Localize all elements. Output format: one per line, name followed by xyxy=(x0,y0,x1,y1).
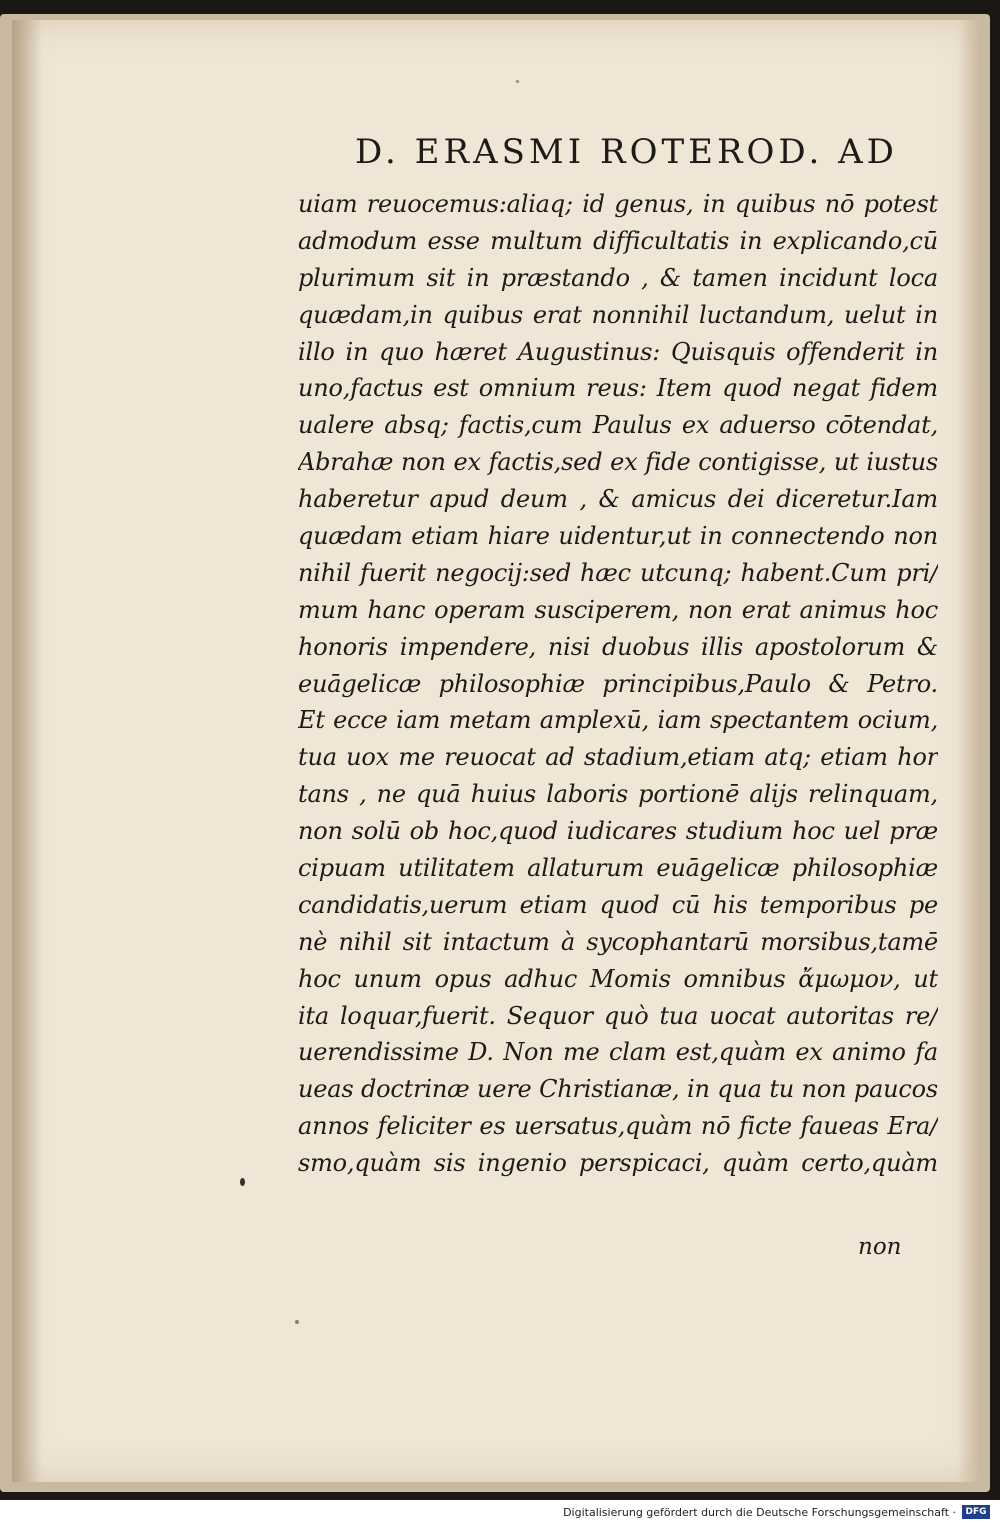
ink-speck xyxy=(240,1178,245,1186)
text-line: Abrahæ non ex factis,sed ex fide contigisse, ut iustus xyxy=(298,448,938,477)
text-line: smo,quàm sis ingenio perspicaci, quàm certo,quàm xyxy=(298,1149,938,1178)
text-line: euāgelicæ philosophiæ principibus,Paulo & Petro. xyxy=(298,669,938,698)
text-line: Et ecce iam metam amplexū, iam spectantem ocium, xyxy=(298,706,938,735)
page-right-edge xyxy=(958,20,980,1482)
text-line: uno,factus est omnium reus: Item quod negat fidem xyxy=(298,374,938,403)
ink-speck xyxy=(295,1320,299,1324)
running-head: D. ERASMI ROTEROD. AD xyxy=(355,132,898,172)
text-line: ita loquar,fuerit. Sequor quò tua uocat autoritas re/ xyxy=(298,1001,938,1030)
ink-speck xyxy=(516,80,519,83)
footer-credit: Digitalisierung gefördert durch die Deutsche Forschungsgemeinschaft · xyxy=(563,1506,956,1519)
text-line: hoc unum opus adhuc Momis omnibus ἄμωμον, ut xyxy=(298,964,938,993)
text-line: candidatis,uerum etiam quod cū his temporibus pe xyxy=(298,890,938,919)
text-line: tans , ne quā huius laboris portionē alijs relinquam, xyxy=(298,780,938,809)
text-line: ueas doctrinæ uere Christianæ, in qua tu non paucos xyxy=(298,1075,938,1104)
dfg-logo-icon: DFG xyxy=(962,1505,990,1519)
text-line: quædam,in quibus erat nonnihil luctandum, uelut in xyxy=(298,300,938,329)
text-line: ualere absq; factis,cum Paulus ex aduerso cōtendat, xyxy=(298,411,938,440)
body-text xyxy=(298,186,938,1182)
text-line: nihil fuerit negocij:sed hæc utcunq; habent.Cum pri/ xyxy=(298,558,938,587)
text-line: cipuam utilitatem allaturum euāgelicæ philosophiæ xyxy=(298,854,938,883)
text-line: tua uox me reuocat ad stadium,etiam atq; etiam hor xyxy=(298,743,938,772)
binding-shadow xyxy=(12,20,42,1482)
text-line: admodum esse multum difficultatis in explicando,cū xyxy=(298,226,938,255)
text-line: illo in quo hæret Augustinus: Quisquis offenderit in xyxy=(298,337,938,366)
text-line: plurimum sit in præstando , & tamen incidunt loca xyxy=(298,263,938,292)
text-line: haberetur apud deum , & amicus dei diceretur.Iam xyxy=(298,485,938,514)
text-line: annos feliciter es uersatus,quàm nō ficte faueas Era/ xyxy=(298,1112,938,1141)
text-line: non solū ob hoc,quod iudicares studium hoc uel præ xyxy=(298,817,938,846)
text-line: uerendissime D. Non me clam est,quàm ex animo fa xyxy=(298,1038,938,1067)
text-line: quædam etiam hiare uidentur,ut in connectendo non xyxy=(298,522,938,551)
text-line: nè nihil sit intactum à sycophantarū morsibus,tamē xyxy=(298,927,938,956)
text-line: mum hanc operam susciperem, non erat animus hoc xyxy=(298,595,938,624)
text-line: honoris impendere, nisi duobus illis apostolorum & xyxy=(298,632,938,661)
text-line: uiam reuocemus:aliaq; id genus, in quibus nō potest xyxy=(298,190,938,218)
catchword: non xyxy=(858,1234,902,1260)
